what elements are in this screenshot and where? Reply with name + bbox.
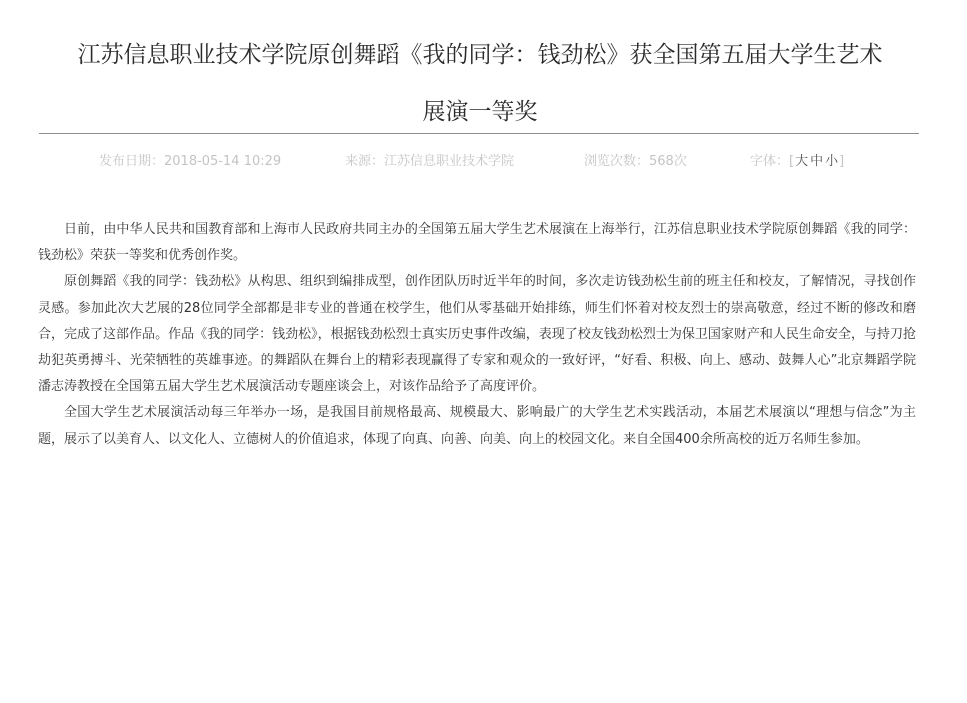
font-size-large-button[interactable]: 大 (795, 154, 809, 169)
article-body (38, 217, 916, 453)
source (345, 152, 514, 172)
title-divider (39, 133, 919, 134)
font-bracket-open: [ (789, 154, 795, 169)
view-count (584, 152, 687, 172)
article-title-line1: 江苏信息职业技术学院原创舞蹈《我的同学：钱劲松》获全国第五届大学生艺术 (77, 42, 883, 68)
article-title-line2: 展演一等奖 (422, 99, 538, 125)
paragraph: 原创舞蹈《我的同学：钱劲松》从构思、组织到编排成型，创作团队历时近半年的时间，多次走访钱劲松生前的班主任和校友，了解情况，寻找创作灵感。参加此次大艺展的28位同学全部都是非专业的普通在校学生，他们从零基础开始排练，师生们怀着对校友烈士的崇高敬意，经过不断的修改和磨合，完成了这部作品。作品《我的同学：钱劲松》，根据钱劲松烈士真实历史事件改编，表现了校友钱劲松烈士为保卫国家财产和人民生命安全，与持刀抢劫犯英勇搏斗、光荣牺牲的英雄事迹。的舞蹈队在舞台上的精彩表现赢得了专家和观众的一致好评，“好看、积极、向上、感动、鼓舞人心”北京舞蹈学院潘志涛教授在全国第五届大学生艺术展演活动专题座谈会上，对该作品给予了高度评价。 (38, 274, 916, 395)
view-count-label: 浏览次数： (584, 154, 650, 169)
font-size-label: 字体： (750, 154, 790, 169)
article-title (40, 27, 920, 141)
font-bracket-close: ] (839, 154, 845, 169)
font-size-switcher (750, 152, 844, 172)
source-label: 来源： (345, 154, 385, 169)
paragraph: 日前，由中华人民共和国教育部和上海市人民政府共同主办的全国第五届大学生艺术展演在上海举行，江苏信息职业技术学院原创舞蹈《我的同学：钱劲松》荣获一等奖和优秀创作奖。 (38, 222, 916, 264)
source-value: 江苏信息职业技术学院 (384, 154, 515, 169)
publish-date (99, 152, 281, 172)
publish-date-value: 2018-05-14 10:29 (164, 154, 282, 169)
view-count-value: 568次 (649, 154, 687, 169)
font-size-small-button[interactable]: 小 (825, 154, 839, 169)
font-size-medium-button[interactable]: 中 (810, 154, 824, 169)
publish-date-label: 发布日期： (99, 154, 165, 169)
paragraph: 全国大学生艺术展演活动每三年举办一场，是我国目前规格最高、规模最大、影响最广的大学生艺术实践活动，本届艺术展演以“理想与信念”为主题，展示了以美育人、以文化人、立德树人的价值追求，体现了向真、向善、向美、向上的校园文化。来自全国400余所高校的近万名师生参加。 (38, 405, 916, 447)
article-meta (0, 152, 967, 172)
